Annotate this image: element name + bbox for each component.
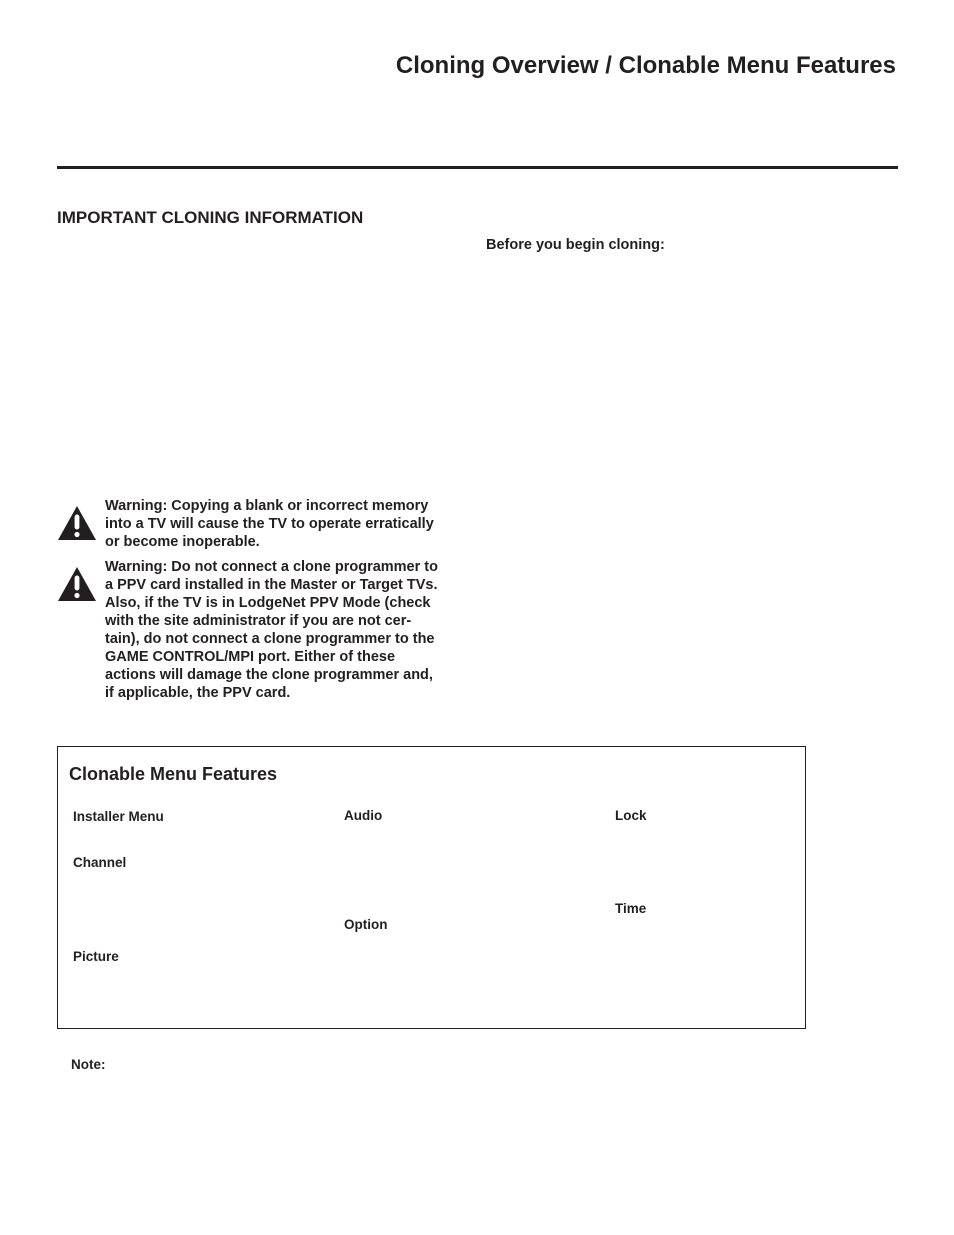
before-cloning-heading: Before you begin cloning: (486, 237, 665, 253)
feature-time: Time (615, 901, 647, 916)
clonable-features-box (57, 746, 806, 1029)
feature-channel: Channel (73, 855, 127, 870)
feature-audio: Audio (344, 808, 383, 823)
feature-picture: Picture (73, 949, 119, 964)
clonable-features-title: Clonable Menu Features (69, 764, 278, 784)
title-divider (57, 166, 898, 169)
warning-text: Warning: Do not connect a clone programmer to a PPV card installed in the Master or Target TVs. Also, if the TV is in LodgeNet PPV Mode (check with the site administrator if you are not cer- tain), do not connect a clone programmer to the GAME CONTROL/MPI port. Either of these actions will damage the clone programmer and, if applicable, the PPV card. (105, 559, 438, 701)
warning-text: Warning: Copying a blank or incorrect memory into a TV will cause the TV to operate erratically or become inoperable. (105, 498, 434, 550)
warning-triangle-icon (57, 566, 97, 602)
feature-installer-menu: Installer Menu (73, 809, 164, 824)
feature-option: Option (344, 917, 388, 932)
important-cloning-heading: IMPORTANT CLONING INFORMATION (57, 208, 364, 227)
note-label: Note: (71, 1057, 106, 1072)
warning-triangle-icon (57, 505, 97, 541)
feature-lock: Lock (615, 808, 647, 823)
page-title: Cloning Overview / Clonable Menu Features (395, 52, 896, 79)
